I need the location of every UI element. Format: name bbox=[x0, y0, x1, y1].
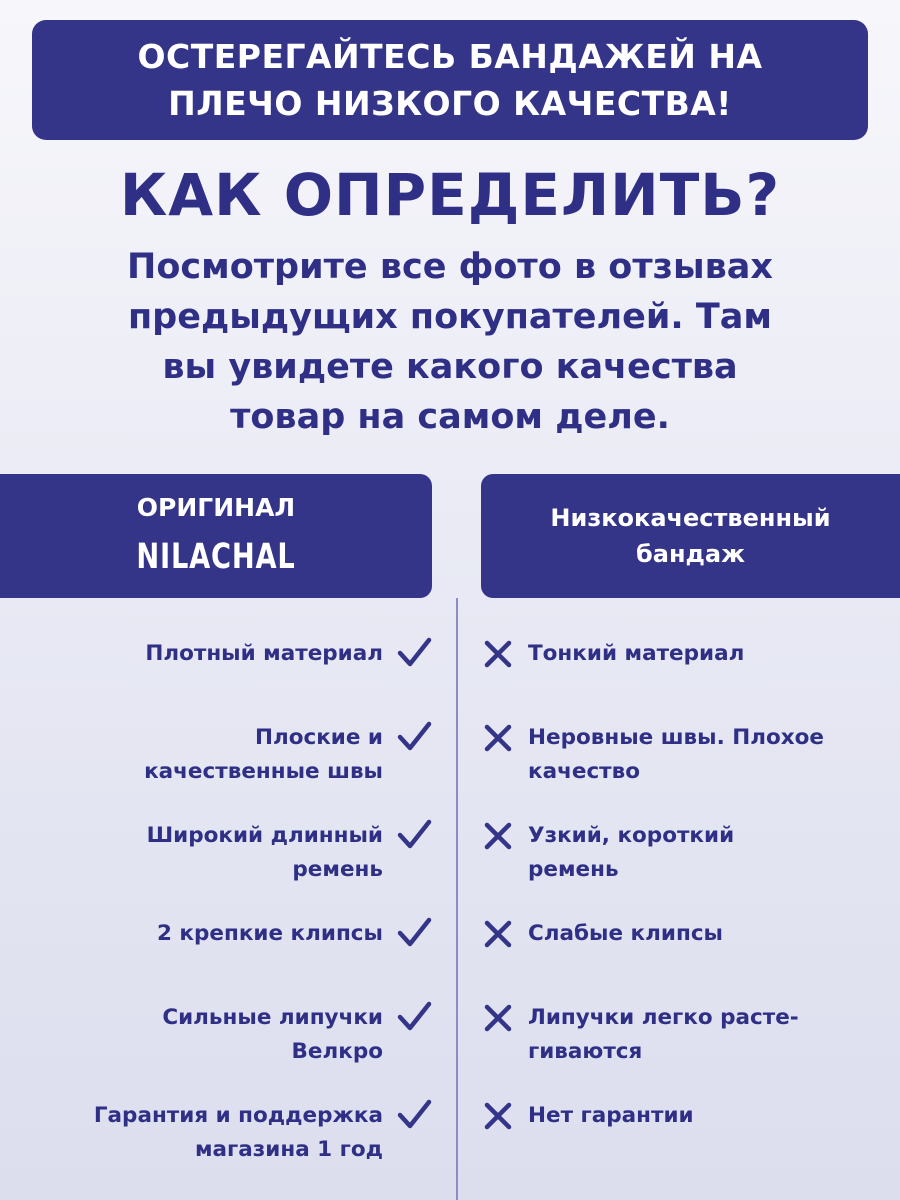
check-icon bbox=[396, 999, 432, 1035]
comparison-row bbox=[0, 721, 900, 791]
warning-line-2: ПЛЕЧО НИЗКОГО КАЧЕСТВА! bbox=[168, 84, 732, 123]
low-quality-feature-line: гиваются bbox=[528, 1039, 643, 1064]
original-label: ОРИГИНАЛ bbox=[136, 493, 296, 522]
low-quality-feature-line: Неровные швы. Плохое bbox=[528, 725, 824, 750]
original-feature bbox=[145, 637, 383, 671]
check-icon bbox=[396, 1097, 432, 1133]
low-quality-feature bbox=[528, 1099, 888, 1133]
low-quality-feature-line: Узкий, короткий bbox=[528, 823, 735, 848]
original-feature-line: Плотный материал bbox=[145, 641, 383, 666]
check-icon bbox=[396, 817, 432, 853]
original-feature-line: 2 крепкие клипсы bbox=[156, 921, 383, 946]
low-quality-feature-line: качество bbox=[528, 759, 641, 784]
check-icon bbox=[396, 635, 432, 671]
low-quality-feature-line: Тонкий материал bbox=[528, 641, 745, 666]
instructions-text bbox=[0, 242, 900, 442]
cross-icon bbox=[483, 639, 513, 669]
low-quality-feature bbox=[528, 917, 888, 951]
comparison-row bbox=[0, 917, 900, 987]
original-feature-line: ремень bbox=[292, 857, 383, 882]
low-quality-feature-line: Слабые клипсы bbox=[528, 921, 724, 946]
low-quality-label-line-1: Низкокачественный bbox=[550, 504, 831, 532]
low-quality-feature-line: Нет гарантии bbox=[528, 1103, 694, 1128]
instructions-line-4: товар на самом деле. bbox=[230, 397, 670, 437]
original-feature-line: Велкро bbox=[291, 1039, 383, 1064]
original-feature-line: Широкий длинный bbox=[146, 823, 383, 848]
original-column-header bbox=[0, 474, 432, 598]
warning-line-1: ОСТЕРЕГАЙТЕСЬ БАНДАЖЕЙ НА bbox=[137, 37, 763, 76]
original-feature bbox=[157, 917, 383, 951]
original-feature bbox=[94, 1099, 383, 1167]
instructions-line-3: вы увидете какого качества bbox=[162, 347, 738, 387]
original-feature bbox=[144, 721, 383, 789]
warning-banner bbox=[32, 20, 868, 140]
instructions-line-1: Посмотрите все фото в отзывах bbox=[127, 247, 773, 287]
comparison-row bbox=[0, 819, 900, 889]
low-quality-column-header bbox=[481, 474, 900, 598]
low-quality-feature bbox=[528, 637, 888, 671]
original-feature bbox=[162, 1001, 383, 1069]
cross-icon bbox=[483, 1101, 513, 1131]
comparison-row bbox=[0, 637, 900, 707]
brand-logo-text: NILACHAL bbox=[136, 537, 296, 577]
cross-icon bbox=[483, 723, 513, 753]
instructions-line-2: предыдущих покупателей. Там bbox=[127, 297, 773, 337]
check-icon bbox=[396, 915, 432, 951]
comparison-row bbox=[0, 1099, 900, 1169]
low-quality-feature bbox=[528, 819, 888, 887]
low-quality-feature-line: Липучки легко расте- bbox=[528, 1005, 799, 1030]
low-quality-feature bbox=[528, 1001, 888, 1069]
comparison-row bbox=[0, 1001, 900, 1071]
original-feature-line: Сильные липучки bbox=[162, 1005, 383, 1030]
original-feature-line: магазина 1 год bbox=[194, 1137, 383, 1162]
low-quality-feature-line: ремень bbox=[528, 857, 619, 882]
low-quality-feature bbox=[528, 721, 888, 789]
cross-icon bbox=[483, 919, 513, 949]
original-feature-line: Гарантия и поддержка bbox=[93, 1103, 383, 1128]
question-heading: КАК ОПРЕДЕЛИТЬ? bbox=[119, 161, 781, 229]
original-feature bbox=[147, 819, 383, 887]
low-quality-label-line-2: бандаж bbox=[636, 540, 745, 568]
cross-icon bbox=[483, 821, 513, 851]
original-feature-line: качественные швы bbox=[144, 759, 383, 784]
check-icon bbox=[396, 719, 432, 755]
original-feature-line: Плоские и bbox=[254, 725, 383, 750]
cross-icon bbox=[483, 1003, 513, 1033]
